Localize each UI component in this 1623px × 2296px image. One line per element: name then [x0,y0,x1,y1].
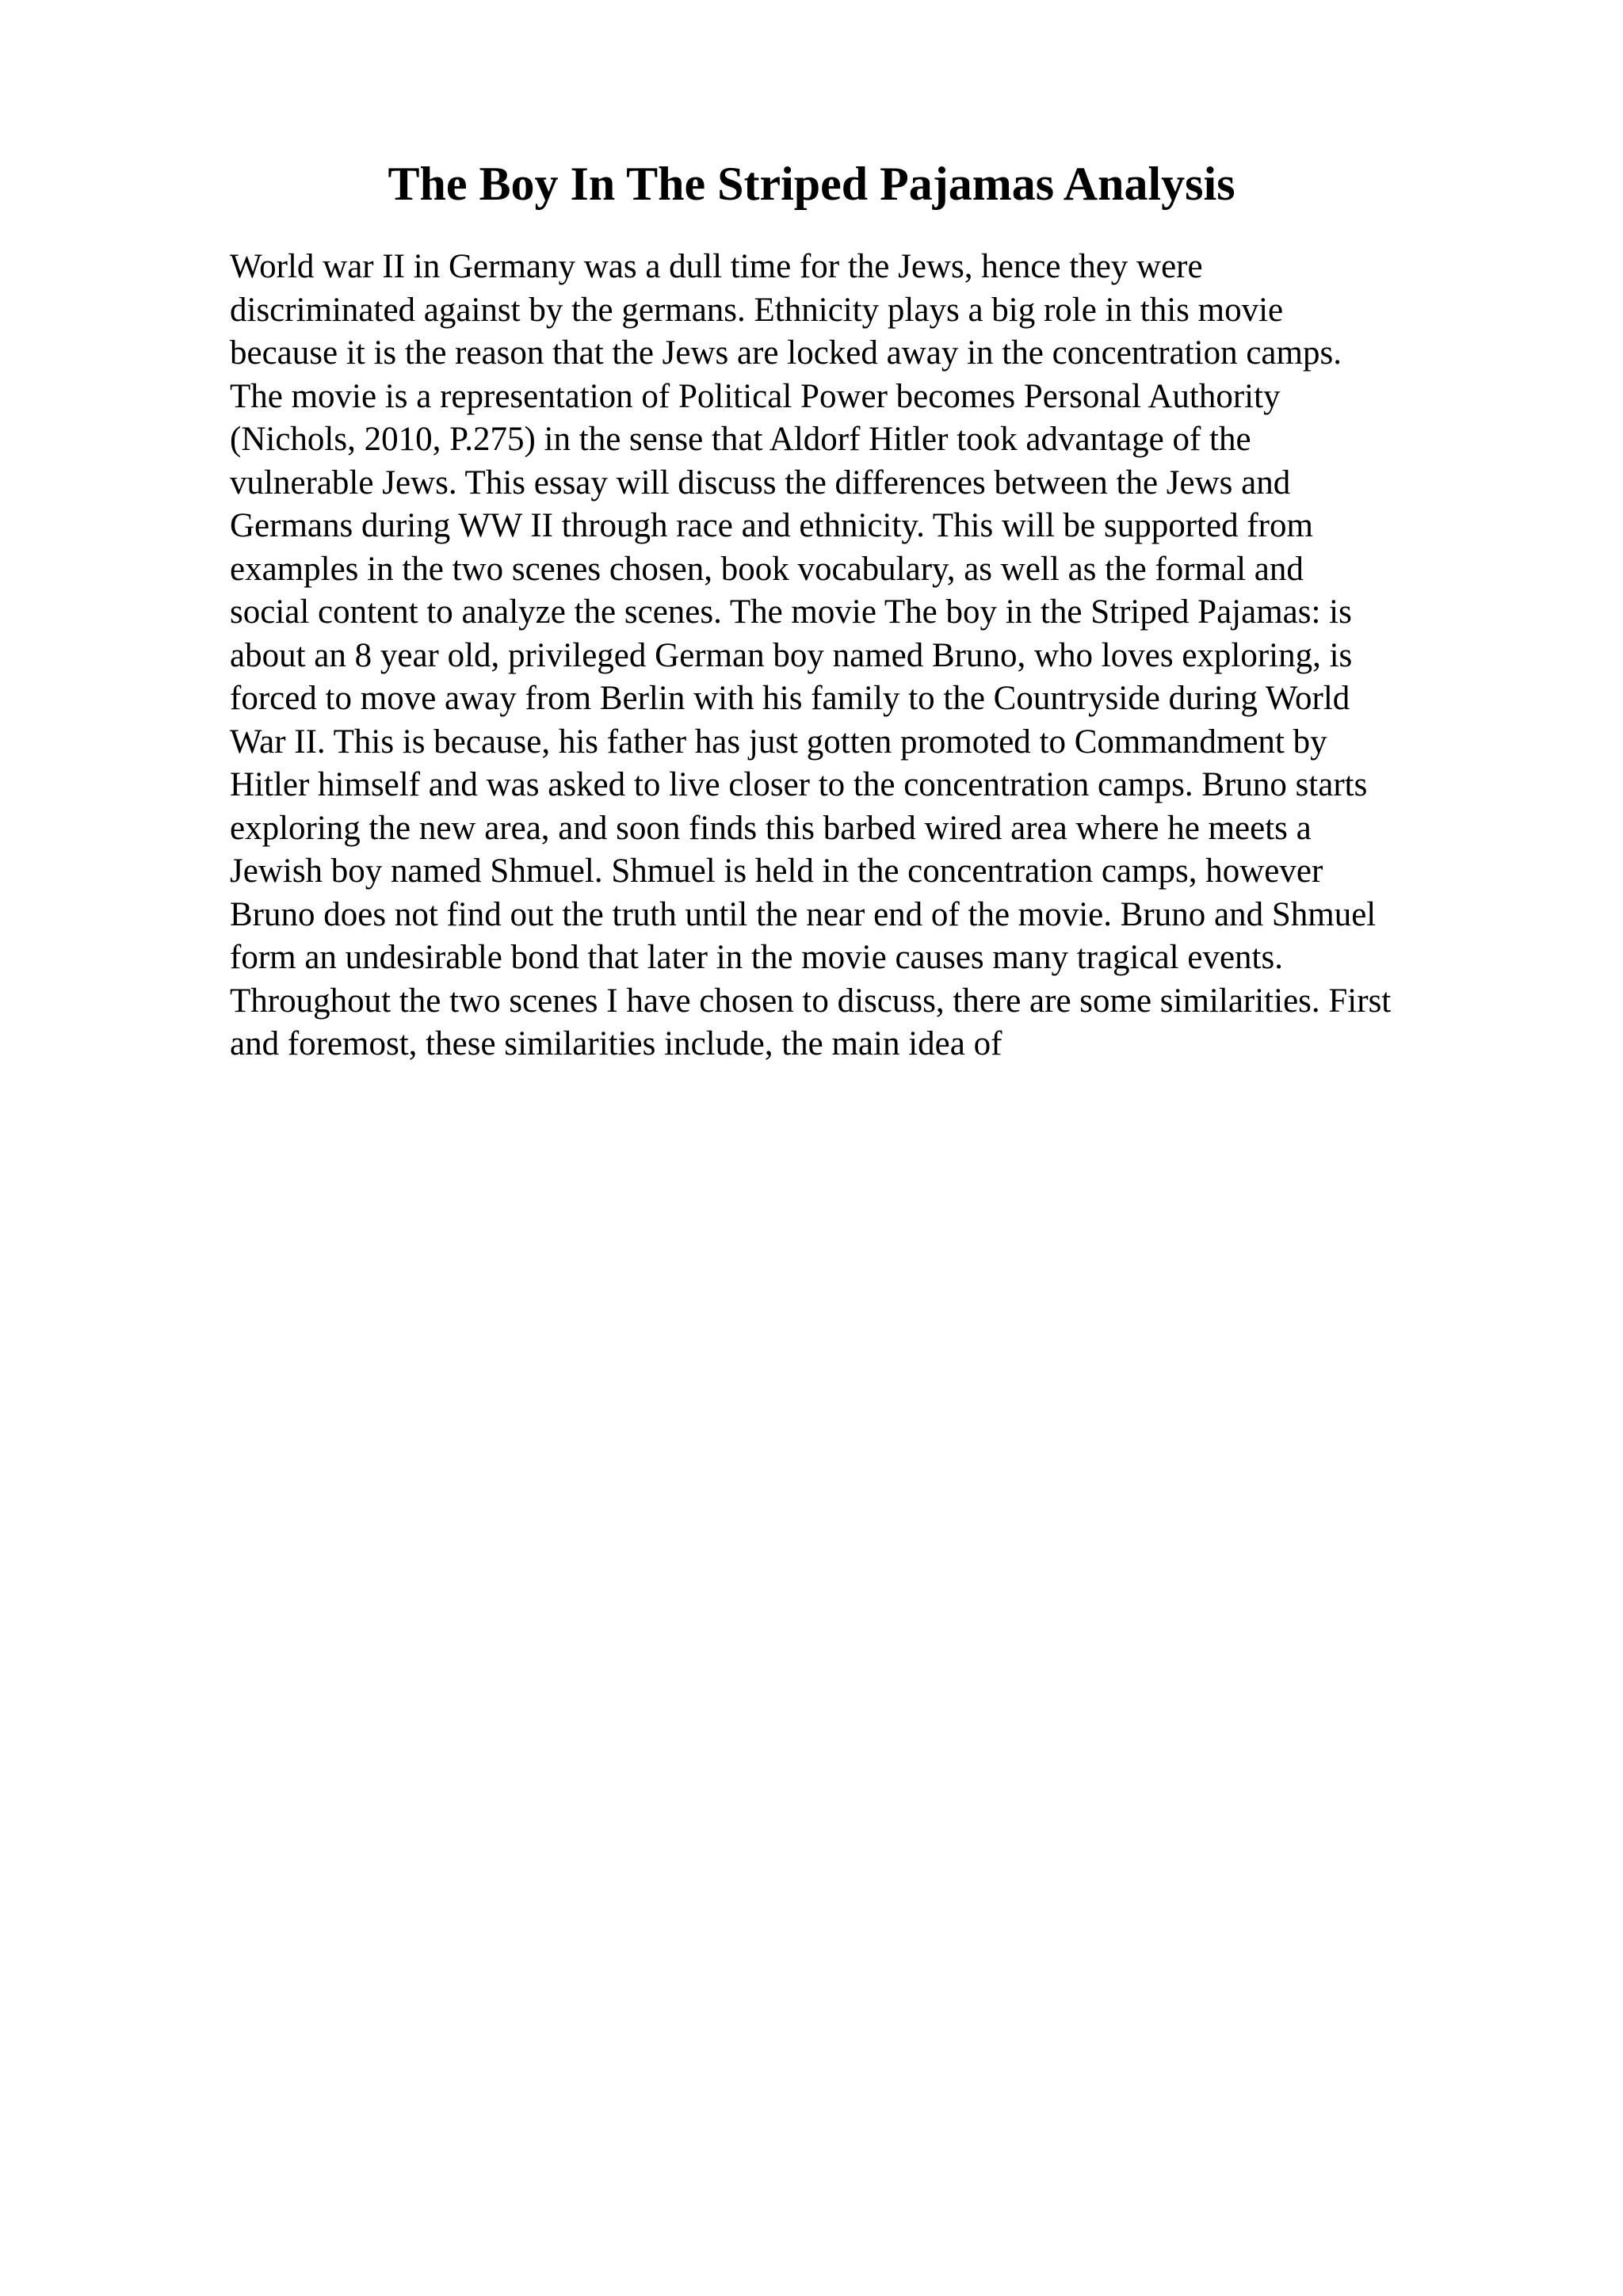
text-line: vulnerable Jews. This essay will discuss the differences between the Jews and [230,463,1291,502]
text-line: and foremost, these similarities include, the main idea of [230,1025,1002,1062]
text-line: examples in the two scenes chosen, book vocabulary, as well as the formal and [230,550,1304,588]
text-line: exploring the new area, and soon finds this barbed wired area where he meets a [230,809,1312,847]
text-line: social content to analyze the scenes. The movie The boy in the Striped Pajamas: is [230,593,1352,631]
page-title: The Boy In The Striped Pajamas Analysis [388,158,1235,210]
text-line: Germans during WW II through race and ethnicity. This will be supported from [230,507,1313,544]
body-paragraph [230,246,1514,1066]
text-line: about an 8 year old, privileged German boy named Bruno, who loves exploring, is [230,636,1353,674]
text-line: because it is the reason that the Jews are locked away in the concentration camps. [230,334,1342,372]
text-line: World war II in Germany was a dull time for the Jews, hence they were [230,248,1203,285]
text-line: War II. This is because, his father has just gotten promoted to Commandment by [230,723,1327,761]
text-line: form an undesirable bond that later in the movie causes many tragical events. [230,939,1283,976]
text-line: (Nichols, 2010, P.275) in the sense that Aldorf Hitler took advantage of the [230,421,1251,458]
text-line: forced to move away from Berlin with his family to the Countryside during World [230,680,1350,717]
text-line: Throughout the two scenes I have chosen to discuss, there are some similarities. First [230,982,1392,1020]
text-line: Hitler himself and was asked to live closer to the concentration camps. Bruno starts [230,766,1368,803]
text-line: Bruno does not find out the truth until the near end of the movie. Bruno and Shmuel [230,895,1377,933]
text-line: The movie is a representation of Political Power becomes Personal Authority [230,377,1281,415]
text-line: discriminated against by the germans. Ethnicity plays a big role in this movie [230,291,1284,329]
text-line: Jewish boy named Shmuel. Shmuel is held in the concentration camps, however [230,852,1323,890]
